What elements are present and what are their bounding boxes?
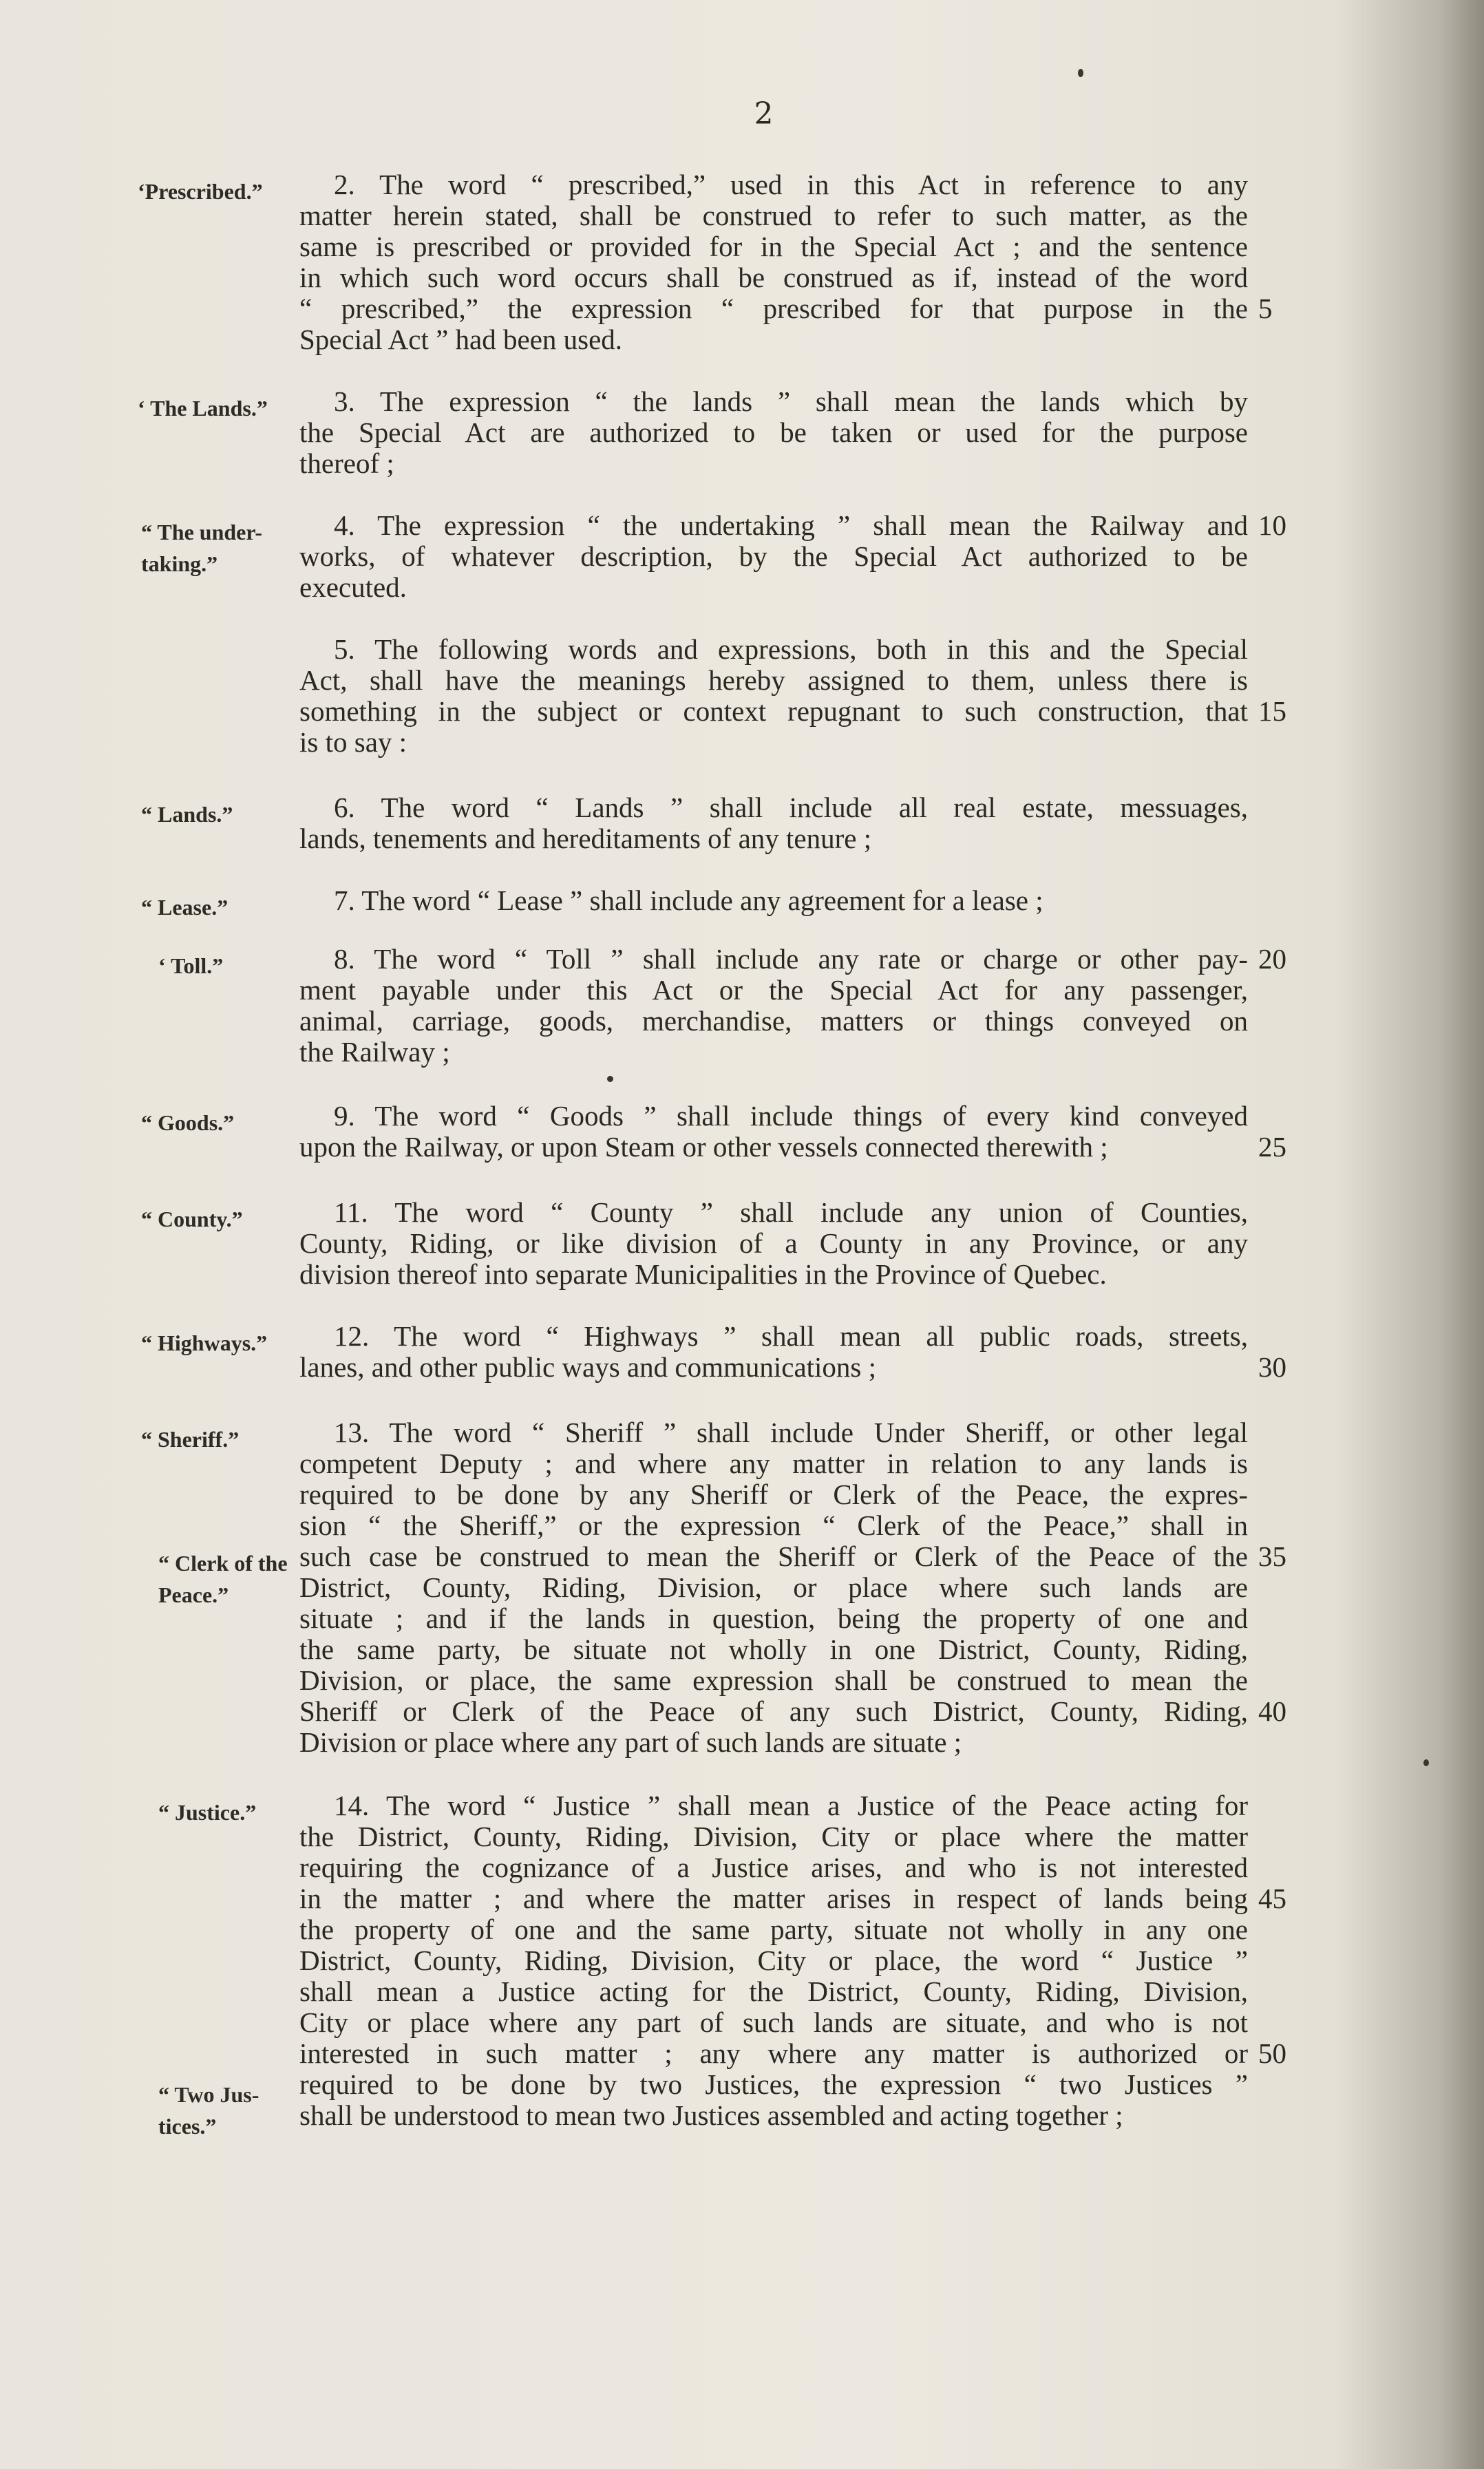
text-line: situate ; and if the lands in question, being the property of one and xyxy=(299,1602,1248,1634)
text-line: shall be understood to mean two Justices assembled and acting together ; xyxy=(299,2099,1123,2131)
text-line: competent Deputy ; and where any matter in relation to any lands is xyxy=(299,1448,1248,1479)
text-line: 8. The word “ Toll ” shall include any rate or charge or other pay- xyxy=(334,943,1248,975)
margin-note: ‘ Toll.” xyxy=(158,953,224,978)
margin-note: “ Lands.” xyxy=(141,802,233,827)
text-line: interested in such matter ; any where any matter is authorized or xyxy=(299,2037,1248,2069)
text-line: “ prescribed,” the expression “ prescribed for that purpose in the xyxy=(299,293,1248,324)
line-number: 15 xyxy=(1258,695,1286,727)
text-line: thereof ; xyxy=(299,447,394,479)
text-line: County, Riding, or like division of a County in any Province, or any xyxy=(299,1227,1248,1259)
text-line: 13. The word “ Sheriff ” shall include Under Sheriff, or other legal xyxy=(334,1417,1248,1448)
text-line: sion “ the Sheriff,” or the expression “ Clerk of the Peace,” shall in xyxy=(299,1509,1248,1541)
text-line: District, County, Riding, Division, City or place, the word “ Justice ” xyxy=(299,1945,1248,1976)
margin-note: “ Justice.” xyxy=(158,1800,257,1825)
line-number: 40 xyxy=(1258,1695,1286,1727)
text-line: Sheriff or Clerk of the Peace of any such District, County, Riding, xyxy=(299,1695,1248,1727)
margin-note: “ Sheriff.” xyxy=(141,1427,240,1452)
text-line: 12. The word “ Highways ” shall mean all public roads, streets, xyxy=(334,1320,1248,1352)
text-line: shall mean a Justice acting for the District, County, Riding, Division, xyxy=(299,1975,1248,2007)
text-line: City or place where any part of such lands are situate, and who is not xyxy=(299,2006,1248,2038)
text-line: such case be construed to mean the Sheriff or Clerk of the Peace of the xyxy=(299,1540,1248,1572)
text-line: 3. The expression “ the lands ” shall mean the lands which by xyxy=(334,385,1248,417)
text-line: 5. The following words and expressions, both in this and the Special xyxy=(334,633,1248,665)
margin-note: “ The under- taking.” xyxy=(141,520,263,576)
text-line: is to say : xyxy=(299,726,407,758)
text-line: lanes, and other public ways and communications ; xyxy=(299,1351,877,1383)
text-line: something in the subject or context repugnant to such construction, that xyxy=(299,695,1248,727)
text-line: works, of whatever description, by the Special Act authorized to be xyxy=(299,540,1248,572)
text-line: the Railway ; xyxy=(299,1036,450,1068)
text-line: in the matter ; and where the matter arises in respect of lands being xyxy=(299,1883,1248,1914)
text-line: 4. The expression “ the undertaking ” shall mean the Railway and xyxy=(334,509,1248,541)
ink-speck xyxy=(607,1076,613,1082)
text-line: matter herein stated, shall be construed to refer to such matter, as the xyxy=(299,200,1248,231)
margin-note: “ Goods.” xyxy=(141,1110,235,1135)
text-line: the property of one and the same party, situate not wholly in any one xyxy=(299,1914,1248,1945)
text-line: same is prescribed or provided for in the Special Act ; and the sentence xyxy=(299,231,1248,262)
text-line: Division or place where any part of such lands are situate ; xyxy=(299,1726,962,1758)
margin-note: “ Highways.” xyxy=(141,1331,268,1355)
margin-note: “ Clerk of the Peace.” xyxy=(158,1551,288,1607)
text-line: in which such word occurs shall be construed as if, instead of the word xyxy=(299,262,1248,293)
line-number: 30 xyxy=(1258,1351,1286,1383)
margin-note: ‘ The Lands.” xyxy=(138,396,268,421)
margin-note: “ Two Jus- tices.” xyxy=(158,2082,259,2139)
line-number: 50 xyxy=(1258,2037,1286,2069)
ink-speck xyxy=(1078,69,1083,77)
margin-note: “ Lease.” xyxy=(141,895,229,920)
text-line: 14. The word “ Justice ” shall mean a Justice of the Peace acting for xyxy=(334,1790,1248,1821)
text-line: Special Act ” had been used. xyxy=(299,324,623,355)
text-line: division thereof into separate Municipalities in the Province of Quebec. xyxy=(299,1258,1107,1290)
text-line: the same party, be situate not wholly in one District, County, Riding, xyxy=(299,1633,1248,1665)
text-line: 11. The word “ County ” shall include any union of Counties, xyxy=(334,1196,1248,1228)
text-line: animal, carriage, goods, merchandise, matters or things conveyed on xyxy=(299,1005,1248,1037)
line-number: 45 xyxy=(1258,1883,1286,1914)
text-line: 2. The word “ prescribed,” used in this Act in reference to any xyxy=(334,169,1248,200)
margin-note: ‘Prescribed.” xyxy=(138,179,263,204)
text-line: lands, tenements and hereditaments of any tenure ; xyxy=(299,823,872,854)
page-number: 2 xyxy=(754,96,774,131)
text-line: required to be done by two Justices, the expression “ two Justices ” xyxy=(299,2068,1248,2100)
text-line: required to be done by any Sheriff or Clerk of the Peace, the expres- xyxy=(299,1479,1248,1510)
ink-speck xyxy=(1423,1759,1429,1766)
text-line: District, County, Riding, Division, or place where such lands are xyxy=(299,1571,1248,1603)
text-line: Act, shall have the meanings hereby assigned to them, unless there is xyxy=(299,664,1248,696)
text-line: 6. The word “ Lands ” shall include all real estate, messuages, xyxy=(334,792,1248,823)
line-number: 35 xyxy=(1258,1540,1286,1572)
line-number: 10 xyxy=(1258,509,1286,541)
line-number: 25 xyxy=(1258,1131,1286,1163)
text-line: Division, or place, the same expression shall be construed to mean the xyxy=(299,1664,1248,1696)
text-line: the Special Act are authorized to be taken or used for the purpose xyxy=(299,416,1248,448)
text-line: ment payable under this Act or the Special Act for any passenger, xyxy=(299,974,1248,1006)
text-line: 7. The word “ Lease ” shall include any agreement for a lease ; xyxy=(334,884,1043,916)
text-line: executed. xyxy=(299,571,407,603)
line-number: 5 xyxy=(1258,293,1273,324)
line-number: 20 xyxy=(1258,943,1286,975)
text-line: upon the Railway, or upon Steam or other vessels connected therewith ; xyxy=(299,1131,1108,1163)
text-line: 9. The word “ Goods ” shall include things of every kind conveyed xyxy=(334,1100,1248,1132)
margin-note: “ County.” xyxy=(141,1207,243,1231)
text-line: the District, County, Riding, Division, City or place where the matter xyxy=(299,1821,1248,1852)
text-line: requiring the cognizance of a Justice arises, and who is not interested xyxy=(299,1852,1248,1883)
